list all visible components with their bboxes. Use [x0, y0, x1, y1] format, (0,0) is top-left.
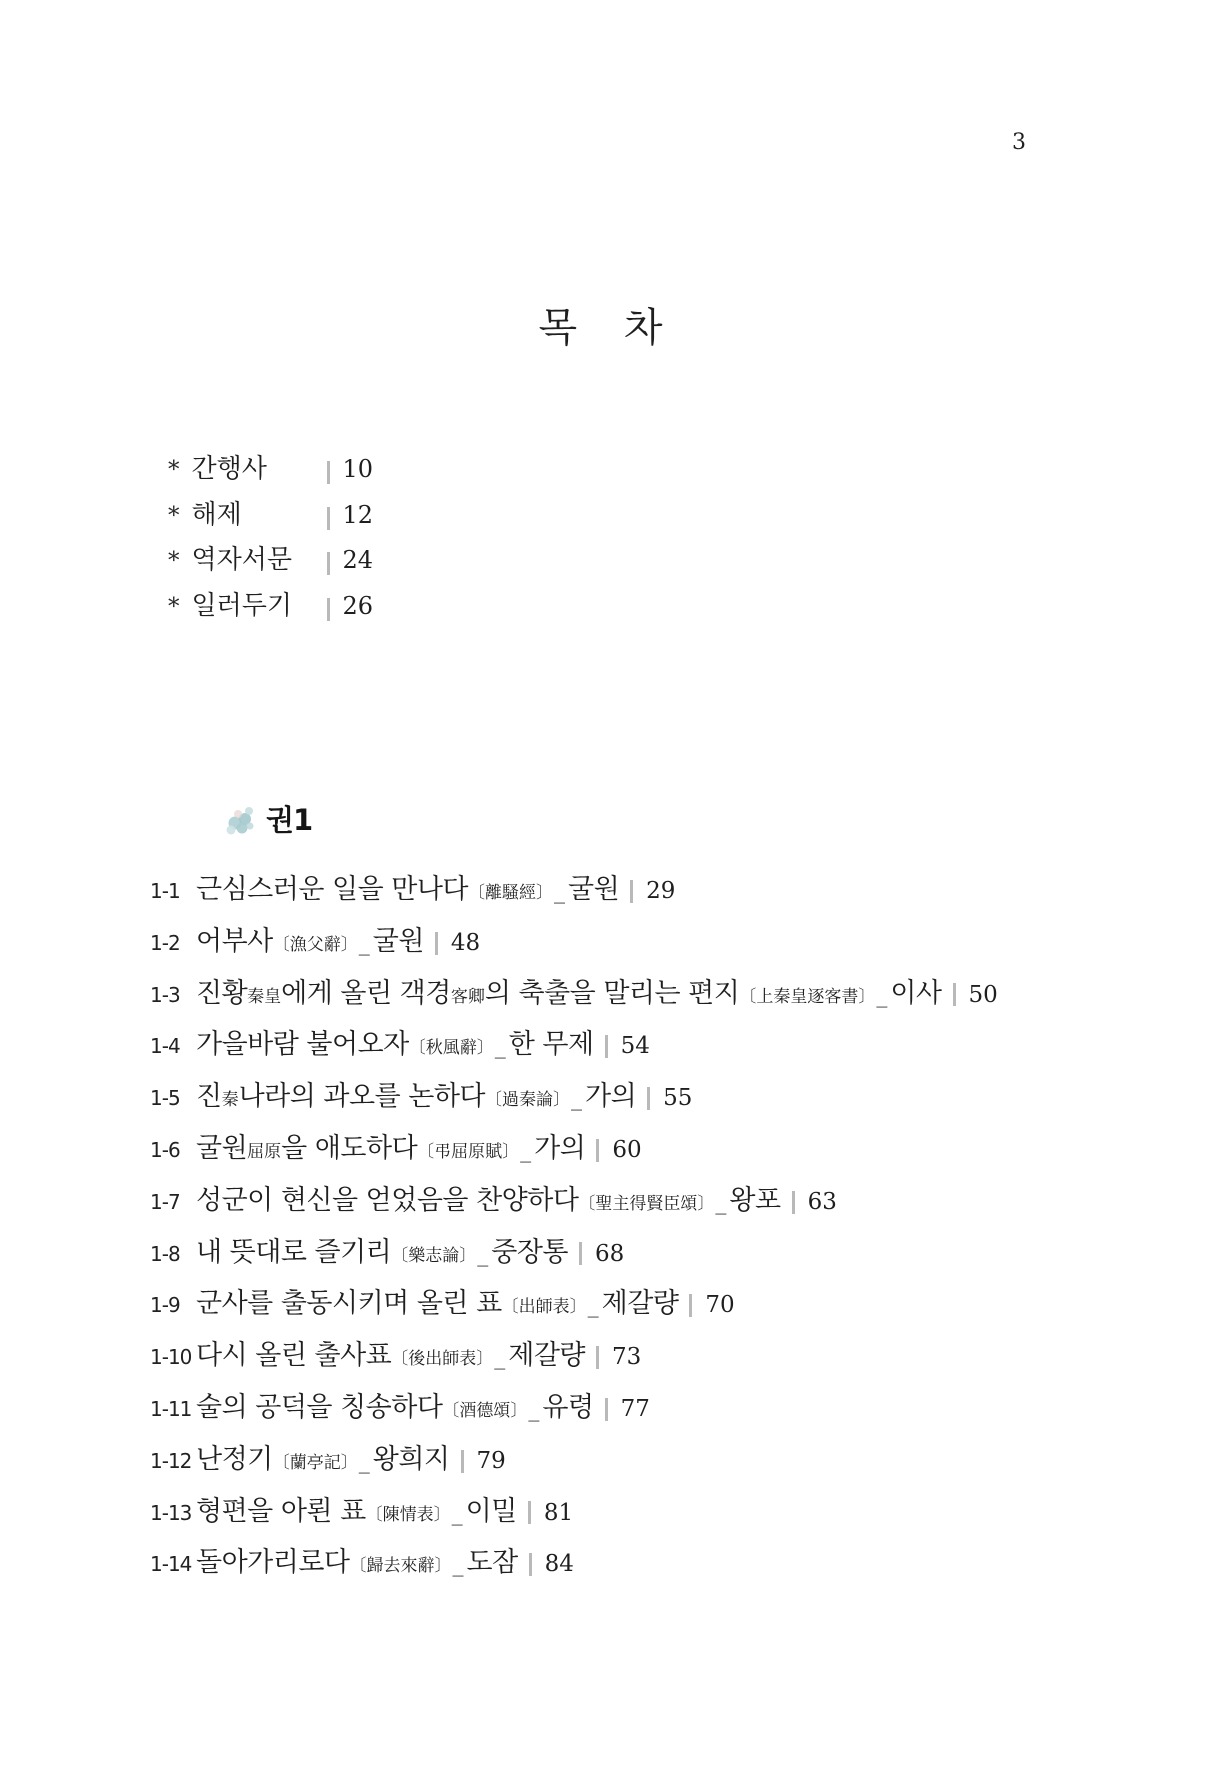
toc-entry-list: [150, 860, 998, 1585]
front-matter-row: [168, 448, 373, 494]
entry-title: [196, 1281, 587, 1320]
entry-hanja-annotation: 〔後出師表〕: [391, 1349, 494, 1370]
author-separator: _: [876, 982, 888, 1008]
separator-bar: [630, 880, 633, 903]
entry-title-text: 진황: [196, 977, 248, 1009]
entry-number: 1-10: [150, 1345, 192, 1370]
flower-cluster-icon: [222, 799, 258, 839]
toc-entry-row: [150, 1274, 998, 1326]
asterisk-bullet: *: [168, 593, 180, 620]
toc-entry-row: [150, 860, 998, 912]
author-separator: _: [451, 1500, 463, 1526]
entry-number: 1-12: [150, 1448, 192, 1473]
author-separator: _: [520, 1137, 532, 1163]
entry-hanja-annotation: 〔過秦論〕: [485, 1090, 570, 1111]
entry-number: 1-8: [150, 1241, 180, 1266]
front-matter-page-number: 12: [342, 500, 374, 529]
separator-bar: [792, 1191, 795, 1214]
entry-author: 중장통: [491, 1236, 568, 1268]
entry-page-number: 55: [663, 1085, 693, 1112]
entry-number: 1-2: [150, 930, 180, 955]
entry-author: 도잠: [466, 1547, 518, 1579]
front-matter-row: [168, 585, 373, 631]
toc-entry-row: [150, 1326, 998, 1378]
entry-title: [196, 867, 553, 906]
entry-title: [196, 919, 358, 958]
author-separator: _: [554, 879, 565, 904]
entry-title-text: 다시 올린 출사표: [196, 1340, 392, 1372]
entry-hanja-annotation: 〔樂志論〕: [391, 1245, 477, 1266]
entry-title-text: 을 애도하다: [281, 1132, 418, 1164]
entry-page-number: 81: [543, 1499, 574, 1526]
front-matter-list: [168, 448, 373, 630]
front-matter-label: 일러두기: [191, 590, 292, 621]
toc-entry-row: [150, 964, 998, 1016]
separator-bar: [689, 1294, 692, 1317]
separator-bar: [529, 1553, 532, 1576]
toc-entry-row: [150, 1430, 998, 1482]
entry-author: 제갈량: [601, 1288, 679, 1320]
entry-number: 1-11: [150, 1396, 192, 1421]
entry-page-number: 68: [595, 1240, 625, 1267]
entry-title: [196, 1230, 476, 1269]
separator-bar: [327, 552, 330, 575]
entry-number: 1-5: [150, 1086, 180, 1111]
entry-author: 유령: [542, 1391, 594, 1423]
entry-title-text: 어부사: [196, 925, 273, 957]
entry-number: 1-4: [150, 1034, 180, 1059]
entry-title-text: 나라의 과오를 논하다: [238, 1081, 485, 1113]
entry-title-text: 성군이 현신을 얻었음을 찬양하다: [196, 1184, 579, 1216]
entry-hanja-annotation: 〔秋風辭〕: [408, 1038, 494, 1059]
author-separator: _: [715, 1189, 727, 1215]
entry-page-number: 48: [450, 929, 481, 956]
author-separator: _: [587, 1293, 599, 1319]
entry-hanja-annotation: 屈原: [247, 1141, 282, 1162]
entry-author: 왕희지: [372, 1443, 450, 1475]
author-separator: _: [358, 1448, 370, 1474]
entry-number: 1-3: [150, 982, 180, 1007]
front-matter-row: [168, 494, 373, 540]
entry-title-text: 내 뜻대로 즐기리: [196, 1236, 392, 1268]
section-title: 권1: [266, 803, 313, 837]
entry-author: 왕포: [729, 1184, 781, 1216]
page-number: 3: [1012, 130, 1026, 155]
entry-hanja-annotation: 〔酒德頌〕: [442, 1400, 528, 1421]
asterisk-bullet: *: [168, 502, 180, 529]
entry-title-text: 형편을 아뢴 표: [196, 1495, 366, 1527]
separator-bar: [528, 1501, 531, 1524]
toc-entry-row: [150, 1482, 998, 1534]
entry-title: [196, 1178, 714, 1217]
front-matter-label: 해제: [191, 499, 242, 530]
asterisk-bullet: *: [168, 457, 180, 483]
entry-page-number: 50: [968, 981, 998, 1008]
toc-entry-row: [150, 1223, 998, 1275]
entry-page-number: 73: [612, 1344, 642, 1371]
separator-bar: [327, 598, 330, 621]
front-matter-page-number: 24: [342, 546, 374, 574]
separator-bar: [596, 1139, 599, 1162]
entry-page-number: 70: [705, 1292, 735, 1319]
entry-hanja-annotation: 秦皇: [247, 986, 282, 1007]
author-separator: _: [494, 1345, 506, 1371]
entry-hanja-annotation: 〔聖主得賢臣頌〕: [578, 1193, 715, 1214]
entry-hanja-annotation: 〔陳情表〕: [365, 1504, 451, 1525]
separator-bar: [596, 1346, 599, 1369]
author-separator: _: [452, 1552, 464, 1578]
entry-number: 1-1: [150, 879, 180, 903]
entry-number: 1-6: [150, 1137, 180, 1162]
entry-page-number: 54: [620, 1033, 650, 1060]
entry-title: [196, 971, 875, 1010]
entry-title: [196, 1022, 494, 1061]
separator-bar: [605, 1035, 608, 1058]
author-separator: _: [358, 930, 370, 956]
entry-number: 1-14: [150, 1552, 192, 1577]
entry-author: 한 무제: [508, 1029, 594, 1061]
author-separator: _: [494, 1034, 506, 1060]
entry-title: [196, 1333, 493, 1372]
separator-bar: [605, 1398, 608, 1421]
entry-title: [196, 1437, 358, 1476]
toc-entry-row: [150, 1015, 998, 1067]
entry-author: 이밀: [465, 1495, 517, 1527]
entry-title-text: 근심스러운 일을 만나다: [196, 874, 468, 905]
toc-entry-row: [150, 1533, 998, 1585]
asterisk-bullet: *: [168, 548, 180, 574]
entry-title-text: 에게 올린 객경: [281, 977, 451, 1009]
entry-hanja-annotation: 〔出師表〕: [501, 1297, 587, 1318]
entry-hanja-annotation: 〔蘭亭記〕: [272, 1452, 358, 1473]
author-separator: _: [571, 1086, 582, 1112]
front-matter-row: [168, 539, 373, 585]
entry-title-text: 의 축출을 말리는 편지: [484, 977, 740, 1009]
front-matter-label: 역자서문: [191, 545, 292, 575]
entry-number: 1-7: [150, 1189, 180, 1214]
entry-title-text: 가을바람 불어오자: [196, 1029, 409, 1061]
entry-title-text: 난정기: [196, 1443, 273, 1475]
entry-page-number: 79: [476, 1447, 506, 1474]
entry-title: [196, 1385, 527, 1424]
entry-number: 1-13: [150, 1500, 192, 1525]
entry-hanja-annotation: 〔離騷經〕: [468, 883, 553, 903]
entry-page-number: 29: [646, 878, 676, 904]
entry-hanja-annotation: 〔弔屈原賦〕: [417, 1141, 520, 1162]
separator-bar: [327, 507, 330, 530]
separator-bar: [461, 1450, 464, 1473]
author-separator: _: [477, 1241, 489, 1267]
entry-hanja-annotation: 秦: [221, 1090, 239, 1111]
toc-entry-row: [150, 1171, 998, 1223]
entry-author: 가의: [585, 1081, 637, 1113]
entry-title: [196, 1540, 452, 1579]
entry-title-text: 돌아가리로다: [196, 1547, 350, 1579]
entry-author: 굴원: [568, 874, 620, 905]
entry-hanja-annotation: 〔上秦皇逐客書〕: [739, 986, 876, 1007]
toc-title: 목 차: [538, 305, 667, 351]
toc-entry-row: [150, 912, 998, 964]
toc-entry-row: [150, 1067, 998, 1119]
separator-bar: [435, 932, 438, 955]
entry-title: [196, 1126, 519, 1165]
entry-author: 가의: [534, 1132, 586, 1164]
front-matter-page-number: 26: [342, 591, 374, 620]
entry-hanja-annotation: 〔歸去來辭〕: [349, 1556, 452, 1577]
separator-bar: [327, 461, 330, 484]
section-header: [222, 798, 312, 839]
entry-page-number: 60: [612, 1136, 642, 1163]
entry-title-text: 군사를 출동시키며 올린 표: [196, 1288, 502, 1320]
entry-author: 이사: [890, 977, 942, 1009]
separator-bar: [647, 1087, 650, 1110]
entry-hanja-annotation: 〔漁父辭〕: [272, 934, 358, 955]
entry-author: 제갈량: [508, 1340, 585, 1372]
entry-title-text: 굴원: [196, 1132, 248, 1164]
entry-number: 1-9: [150, 1293, 180, 1318]
front-matter-page-number: 10: [342, 455, 374, 483]
separator-bar: [953, 983, 956, 1006]
toc-entry-row: [150, 1119, 998, 1171]
toc-entry-row: [150, 1378, 998, 1430]
entry-page-number: 84: [544, 1551, 574, 1578]
entry-title-text: 술의 공덕을 칭송하다: [196, 1391, 443, 1423]
entry-title: [196, 1074, 570, 1113]
entry-author: 굴원: [372, 925, 424, 957]
entry-title-text: 진: [196, 1081, 222, 1113]
entry-page-number: 77: [620, 1395, 650, 1422]
separator-bar: [579, 1242, 582, 1265]
entry-title: [196, 1489, 451, 1528]
front-matter-label: 간행사: [191, 454, 267, 484]
author-separator: _: [528, 1396, 540, 1422]
entry-hanja-annotation: 客卿: [450, 986, 485, 1007]
entry-page-number: 63: [807, 1188, 837, 1215]
